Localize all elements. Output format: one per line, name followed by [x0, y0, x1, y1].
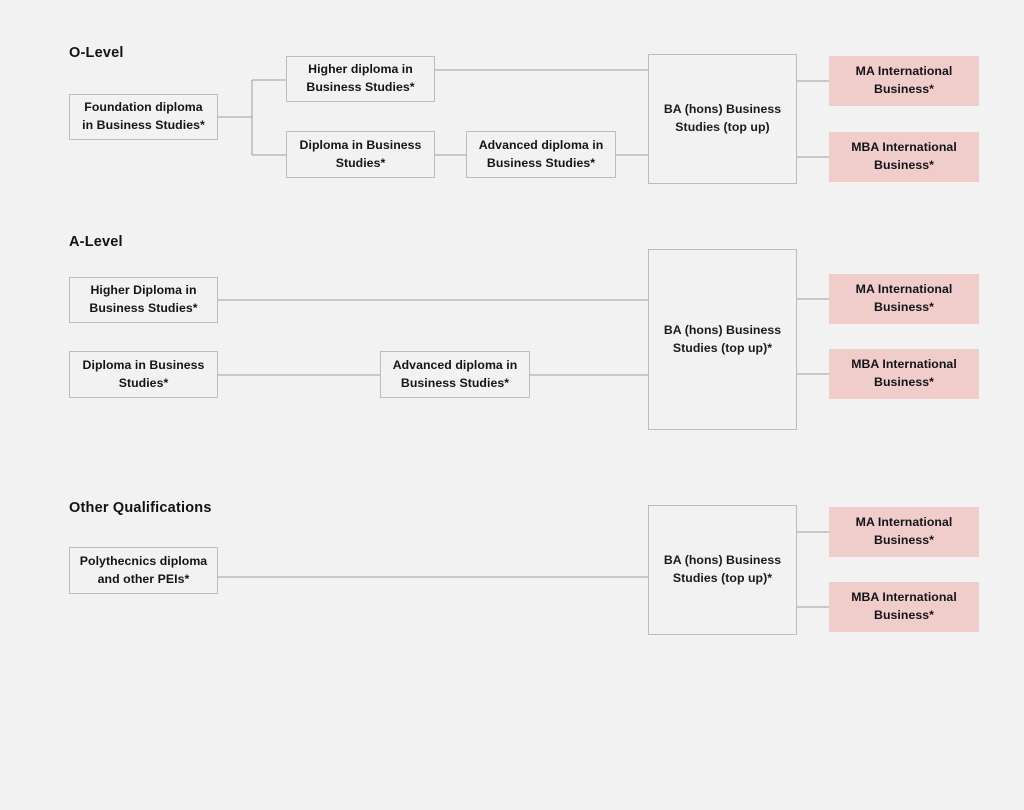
node-label: Advanced diploma in Business Studies*	[478, 137, 604, 170]
node-polytechnics-diploma-other[interactable]	[69, 547, 218, 594]
section-heading-a-level: A-Level	[69, 234, 123, 250]
node-advanced-diploma-a-level[interactable]	[380, 351, 530, 398]
node-diploma-o-level[interactable]	[286, 131, 435, 178]
node-label: MBA International Business*	[851, 357, 957, 389]
node-label: MA International Business*	[855, 282, 953, 314]
node-ma-international-business-a-level[interactable]	[829, 274, 979, 324]
section-heading-o-level: O-Level	[69, 45, 124, 61]
node-higher-diploma-o-level[interactable]	[286, 56, 435, 102]
node-label: MBA International Business*	[851, 140, 957, 172]
node-foundation-diploma-o-level[interactable]	[69, 94, 218, 140]
node-label: BA (hons) Business Studies (top up)*	[663, 553, 782, 585]
node-label: BA (hons) Business Studies (top up)	[663, 102, 782, 134]
node-ba-hons-top-up-other[interactable]	[648, 505, 797, 635]
node-mba-international-business-a-level[interactable]	[829, 349, 979, 399]
section-heading-other-qualifications: Other Qualifications	[69, 500, 212, 516]
node-higher-diploma-a-level[interactable]	[69, 277, 218, 323]
node-ba-hons-top-up-o-level[interactable]	[648, 54, 797, 184]
node-label: Higher diploma in Business Studies*	[306, 62, 415, 94]
node-label: MA International Business*	[855, 515, 953, 547]
node-label: Higher Diploma in Business Studies*	[89, 283, 198, 315]
node-label: BA (hons) Business Studies (top up)*	[663, 322, 782, 355]
node-ma-international-business-other[interactable]	[829, 507, 979, 557]
node-label: Diploma in Business Studies*	[299, 137, 422, 170]
node-diploma-a-level[interactable]	[69, 351, 218, 398]
node-mba-international-business-o-level[interactable]	[829, 132, 979, 182]
node-label: Polythecnics diploma and other PEIs*	[79, 553, 208, 586]
node-ba-hons-top-up-a-level[interactable]	[648, 249, 797, 430]
node-ma-international-business-o-level[interactable]	[829, 56, 979, 106]
node-advanced-diploma-o-level[interactable]	[466, 131, 616, 178]
node-mba-international-business-other[interactable]	[829, 582, 979, 632]
node-label: Diploma in Business Studies*	[82, 357, 205, 390]
node-label: Advanced diploma in Business Studies*	[392, 357, 518, 390]
node-label: MBA International Business*	[851, 590, 957, 622]
node-label: Foundation diploma in Business Studies*	[82, 100, 205, 132]
node-label: MA International Business*	[855, 64, 953, 96]
